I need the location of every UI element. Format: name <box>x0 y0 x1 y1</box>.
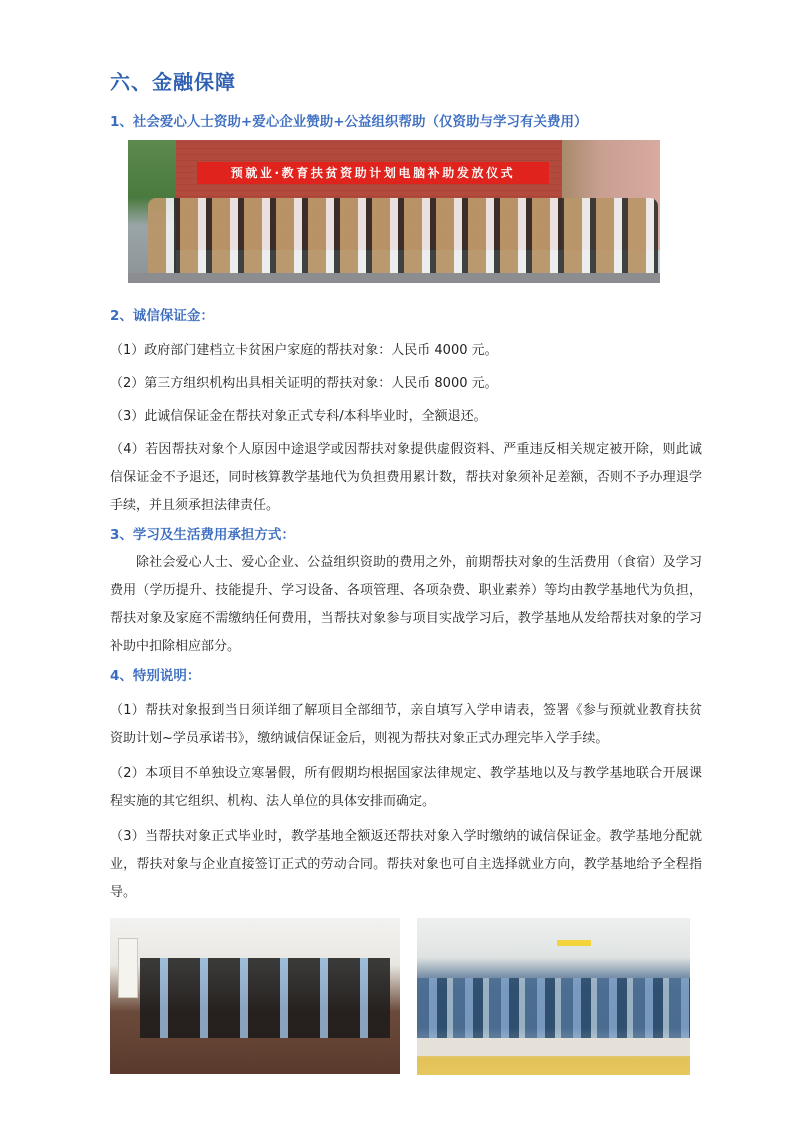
classroom-training-photo <box>110 918 400 1074</box>
cost-paragraph: 除社会爱心人士、爱心企业、公益组织资助的费用之外，前期帮扶对象的生活费用（食宿）及学习费用（学历提升、技能提升、学习设备、各项管理、各项杂费、职业素养）等均由教学基地代为负担，帮扶对象及家庭不需缴纳任何费用，当帮扶对象参与项目实战学习后，教学基地从发给帮扶对象的学习补助中扣除相应部分。 <box>110 555 702 654</box>
section-title: 六、金融保障 <box>110 70 236 94</box>
note-item-3: （3）当帮扶对象正式毕业时，教学基地全额返还帮扶对象入学时缴纳的诚信保证金。教学基地分配就业，帮扶对象与企业直接签订正式的劳动合同。帮扶对象也可自主选择就业方向，教学基地给予全程指导。 <box>110 829 702 900</box>
photo-ground <box>128 273 660 283</box>
deposit-item-4: （4）若因帮扶对象个人原因中途退学或因帮扶对象提供虚假资料、严重违反相关规定被开除，则此诚信保证金不予退还，同时核算教学基地代为负担费用累计数，帮扶对象须补足差额，否则不予办理退学手续，并且须承担法律责任。 <box>110 442 702 513</box>
deposit-item-3: （3）此诚信保证金在帮扶对象正式专科/本科毕业时，全额退还。 <box>110 409 487 424</box>
photo-banner: 预就业·教育扶贫资助计划电脑补助发放仪式 <box>197 162 549 184</box>
deposit-item-2: （2）第三方组织机构出具相关证明的帮扶对象：人民币 8000 元。 <box>110 376 498 391</box>
subsection-2-title: 2、诚信保证金： <box>110 308 214 324</box>
photo-students <box>140 958 390 1038</box>
subsection-3-title: 3、学习及生活费用承担方式： <box>110 527 295 543</box>
note-item-1: （1）帮扶对象报到当日须详细了解项目全部细节，亲自填写入学申请表，签署《参与预就业教育扶贫资助计划~学员承诺书》，缴纳诚信保证金后，则视为帮扶对象正式办理完毕入学手续。 <box>110 703 702 746</box>
photo-crowd <box>148 198 658 278</box>
camouflage-students-photo <box>417 918 690 1075</box>
photo-calligraphy-scroll <box>118 938 138 998</box>
ceremony-photo <box>128 140 660 283</box>
subsection-1-title: 1、社会爱心人士资助+爱心企业赞助+公益组织帮助（仅资助与学习有关费用） <box>110 114 588 130</box>
photo-seated-students <box>417 978 690 1038</box>
deposit-item-1: （1）政府部门建档立卡贫困户家庭的帮扶对象：人民币 4000 元。 <box>110 343 498 358</box>
photo-desk <box>417 1038 690 1056</box>
photo-small-banner <box>557 940 591 946</box>
subsection-4-title: 4、特别说明： <box>110 668 201 684</box>
note-item-2: （2）本项目不单独设立寒暑假，所有假期均根据国家法律规定、教学基地以及与教学基地联合开展课程实施的其它组织、机构、法人单位的具体安排而确定。 <box>110 766 702 809</box>
